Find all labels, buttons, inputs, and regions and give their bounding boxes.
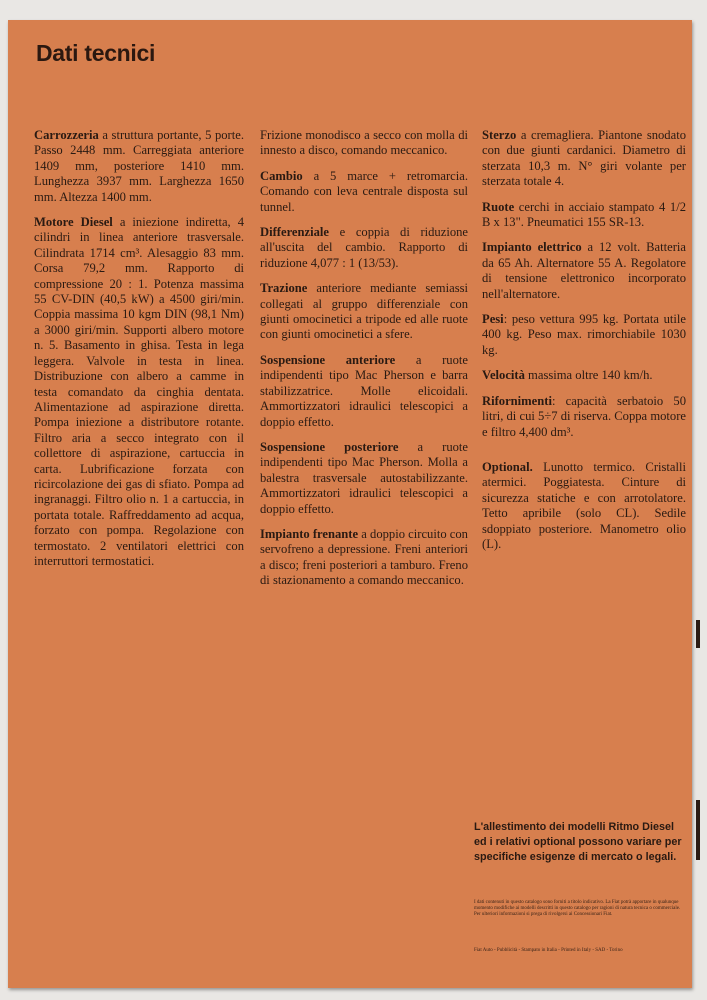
column-2 <box>260 128 468 599</box>
spec-text: a ruote indipendenti tipo Mac Pherson. Molla a balestra trasversale autostabilizzante. Ammortizzatori idraulici telescopici a doppio effetto. <box>260 439 468 516</box>
spec-text: a struttura portante, 5 porte. Passo 2448 mm. Carreggiata anteriore 1409 mm, posteriore 1410 mm. Lunghezza 3937 mm. Larghezza 1650 mm. Altezza 1400 mm. <box>34 128 244 204</box>
spec-paragraph <box>482 128 686 190</box>
spec-text: anteriore mediante semiassi collegati al gruppo differenziale con giunti omocinetici a tripode ed alle ruote con giunti omocinetici a sfere. <box>260 281 468 342</box>
spec-paragraph <box>260 128 468 159</box>
spec-paragraph <box>260 225 468 271</box>
spec-paragraph <box>34 128 244 205</box>
printer-imprint: Fiat Auto - Pubblicità - Stampato in Italia - Printed in Italy - SAD - Torino <box>474 948 623 953</box>
page-edge-mark <box>696 620 700 648</box>
spec-heading: Carrozzeria <box>34 128 99 142</box>
spec-paragraph <box>482 240 686 302</box>
spec-text: : capacità serbatoio 50 litri, di cui 5÷7 di riserva. Coppa motore e filtro 4,400 dm³. <box>482 393 686 439</box>
market-note: L'allestimento dei modelli Ritmo Diesel ed i relativi optional possono variare per specifiche esigenze di mercato o legali. <box>474 821 682 863</box>
spec-paragraph <box>482 368 686 383</box>
spec-paragraph <box>482 394 686 440</box>
spec-text: Lunotto termico. Cristalli atermici. Poggiatesta. Cinture di sicurezza statiche e con arrotolatore. Tetto apribile (solo CL). Sedile sdoppiato posteriore. Manometro olio (L). <box>482 459 686 551</box>
spec-paragraph <box>482 460 686 552</box>
column-3 <box>482 128 686 562</box>
spec-heading: Ruote <box>482 199 515 214</box>
spec-heading: Motore Diesel <box>34 215 113 230</box>
legal-disclaimer: I dati contenuti in questo catalogo sono forniti a titolo indicativo. La Fiat potrà apportare in qualunque momento modifiche ai modelli descritti in questo catalogo per ragioni di natura tecnica o commerciale. Per ulteriori informazioni si prega di rivolgersi ai Concessionari Fiat. <box>474 900 681 917</box>
spec-paragraph <box>260 281 468 343</box>
spec-heading: Rifornimenti <box>482 393 552 408</box>
spec-text: massima oltre 140 km/h. <box>524 368 653 383</box>
spec-text: a cremagliera. Piantone snodato con due giunti cardanici. Diametro di sterzata 10,3 m. N° giri volante per sterzata totale 4. <box>482 128 686 189</box>
spec-heading: Optional. <box>482 459 533 474</box>
spec-paragraph <box>260 169 468 215</box>
spec-text: a iniezione indiretta, 4 cilindri in linea anteriore trasversale. Cilindrata 1714 cm³. Alesaggio 83 mm. Corsa 79,2 mm. Rapporto di compressione 20 : 1. Potenza massima 55 CV-DIN (40,5 kW) a 4500 giri/min. Coppia massima 10 kgm DIN (98,1 Nm) a 3000 giri/min. Supporti albero motore n. 5. Basamento in ghisa. Testa in lega leggera. Valvole in testa in linea. Distribuzione con albero a camme in testa comandato da cinghia dentata. Alimentazione ad aspirazione diretta. Pompa iniezione a distributore rotante. Filtro aria a secco integrato con il collettore di aspirazione, cartuccia in carta. Lubrificazione forzata con ricircolazione dei gas di sfiato. Pompa ad ingranaggi. Filtro olio n. 1 a cartuccia, in portata totale. Raffreddamento ad acqua, forzato con pompa. Regolazione con termostato. 2 ventilatori elettrici con interruttori termostatici. <box>34 215 244 568</box>
spec-paragraph <box>260 353 468 430</box>
page-edge-mark <box>696 800 700 860</box>
spec-paragraph <box>260 440 468 517</box>
spec-heading: Impianto frenante <box>260 526 359 541</box>
spec-heading: Sterzo <box>482 128 517 142</box>
spec-text: a ruote indipendenti tipo Mac Pherson e barra stabilizzatrice. Molle elicoidali. Ammortizzatori idraulici telescopici a doppio effetto. <box>260 352 468 429</box>
spec-paragraph <box>482 200 686 231</box>
spec-text: Frizione monodisco a secco con molla di innesto a disco, comando meccanico. <box>260 128 468 158</box>
spec-text: a 12 volt. Batteria da 65 Ah. Alternatore 55 A. Regolatore di tensione elettronico incorporato nell'alternatore. <box>482 240 686 301</box>
spec-text: cerchi in acciaio stampato 4 1/2 B x 13". Pneumatici 155 SR-13. <box>482 199 686 230</box>
spec-heading: Cambio <box>260 168 303 183</box>
spec-heading: Sospensione anteriore <box>260 352 396 367</box>
spec-paragraph <box>260 527 468 589</box>
spec-text: a 5 marce + retromarcia. Comando con leva centrale disposta sul tunnel. <box>260 168 468 214</box>
spec-heading: Impianto elettrico <box>482 240 582 255</box>
spec-paragraph <box>482 312 686 358</box>
spec-heading: Trazione <box>260 281 308 296</box>
spec-paragraph <box>34 215 244 569</box>
spec-heading: Sospensione posteriore <box>260 439 399 454</box>
column-1 <box>34 128 244 579</box>
spec-heading: Differenziale <box>260 225 330 240</box>
spec-heading: Velocità <box>482 368 525 383</box>
spec-text: a doppio circuito con servofreno a depressione. Freni anteriori a disco; freni posteriori a tamburo. Freno di stazionamento a comando meccanico. <box>260 526 468 588</box>
page-title: Dati tecnici <box>36 40 156 66</box>
spec-heading: Pesi <box>482 312 504 327</box>
spec-text: : peso vettura 995 kg. Portata utile 400 kg. Peso max. rimorchiabile 1030 kg. <box>482 312 686 357</box>
spec-text: e coppia di riduzione all'uscita del cambio. Rapporto di riduzione 4,077 : 1 (13/53). <box>260 225 468 270</box>
brochure-page <box>8 20 692 988</box>
